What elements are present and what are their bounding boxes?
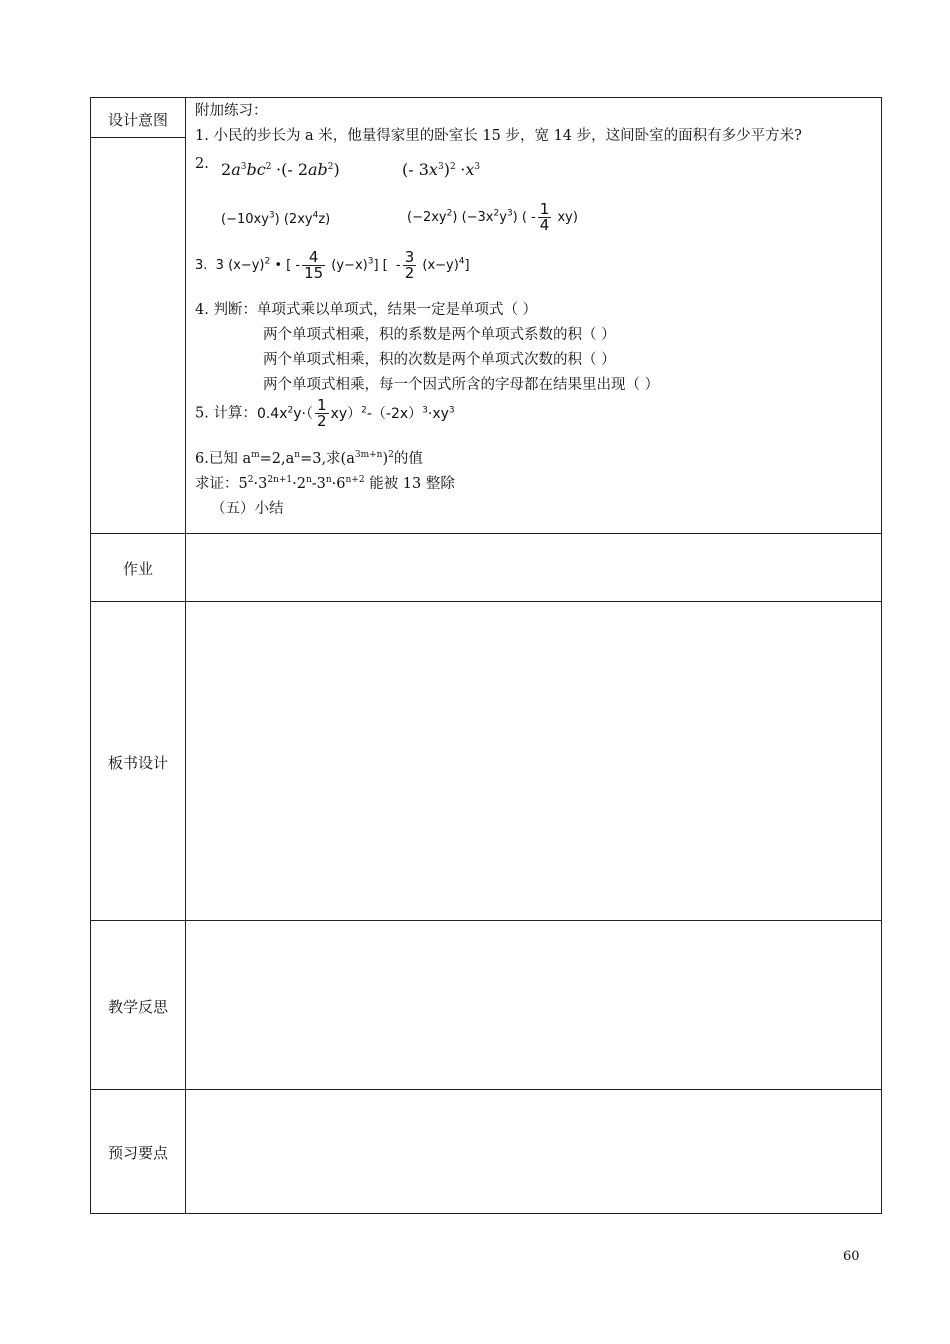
proof-prefix: 求证： bbox=[195, 476, 239, 492]
question-4-line-3: 两个单项式相乘，积的次数是两个单项式次数的积（ ） bbox=[263, 352, 616, 368]
row-divider bbox=[91, 1089, 881, 1090]
row-divider bbox=[91, 920, 881, 921]
question-4-line-2: 两个单项式相乘，积的系数是两个单项式系数的积（ ） bbox=[263, 327, 616, 343]
question-4-line-4: 两个单项式相乘，每一个因式所含的字母都在结果里出现（ ） bbox=[263, 377, 660, 393]
summary-heading: （五）小结 bbox=[211, 501, 284, 517]
exercise-heading: 附加练习： bbox=[195, 103, 268, 119]
q2-expression-b: (- $3x^3)^2 \cdot x^3$ bbox=[402, 160, 481, 179]
q2-expression-a: $2a^3bc^2$ ·(- $2ab^2$) bbox=[221, 160, 340, 179]
question-2-number: 2. bbox=[195, 156, 209, 172]
row-divider bbox=[91, 533, 881, 534]
question-3: 3. 3 $(x-y)^2$ • [ - $\frac{4}{15}$ $(y-x)^3$] [ - $\frac{3}{2}$ $(x-y)^4$] bbox=[195, 248, 470, 282]
q2-expression-c: $(-10xy^3)$ $(2xy^4z)$ bbox=[221, 210, 331, 227]
question-6: 6.已知 $a^m=2,a^n=3$,求$(a^{3m+n})^2$的值 bbox=[195, 450, 423, 467]
question-6-prefix: 6.已知 a bbox=[195, 451, 252, 467]
question-3-number: 3. bbox=[195, 258, 208, 273]
question-5-prefix: 5. 计算： bbox=[195, 405, 257, 422]
exercise-content bbox=[195, 98, 875, 528]
row-divider bbox=[91, 601, 881, 602]
proof-question: 求证：$5^2\cdot 3^{2n+1}\cdot 2^n-3^n\cdot 6^{n+2}$ 能被 13 整除 bbox=[195, 475, 455, 492]
row-label-board-design: 板书设计 bbox=[107, 754, 168, 772]
row-label-teaching-reflection: 教学反思 bbox=[107, 998, 168, 1016]
row-label-homework: 作业 bbox=[122, 560, 153, 578]
lesson-plan-table bbox=[90, 97, 882, 1214]
row-divider bbox=[91, 137, 185, 138]
row-label-preview-points: 预习要点 bbox=[107, 1144, 168, 1162]
question-4-intro: 4. 判断：单项式乘以单项式，结果一定是单项式（ ） bbox=[195, 302, 538, 318]
q2-expression-d: $(-2xy^2)$ $(-3x^2y^3)$ ( - $\frac{1}{4}$ xy) bbox=[407, 200, 578, 234]
question-5: 5. 计算：$0.4x^2y\cdot$（ $\frac{1}{2}$ $xy)^2-(-2x)^3\cdot xy^3$ bbox=[195, 396, 455, 430]
page-number: 60 bbox=[843, 1249, 860, 1264]
proof-suffix: 能被 13 整除 bbox=[369, 476, 455, 492]
column-divider bbox=[185, 98, 186, 1213]
question-1: 1. 小民的步长为 a 米，他量得家里的卧室长 15 步，宽 14 步，这间卧室的面积有多少平方米? bbox=[195, 128, 802, 144]
row-label-design-intent: 设计意图 bbox=[107, 111, 168, 129]
